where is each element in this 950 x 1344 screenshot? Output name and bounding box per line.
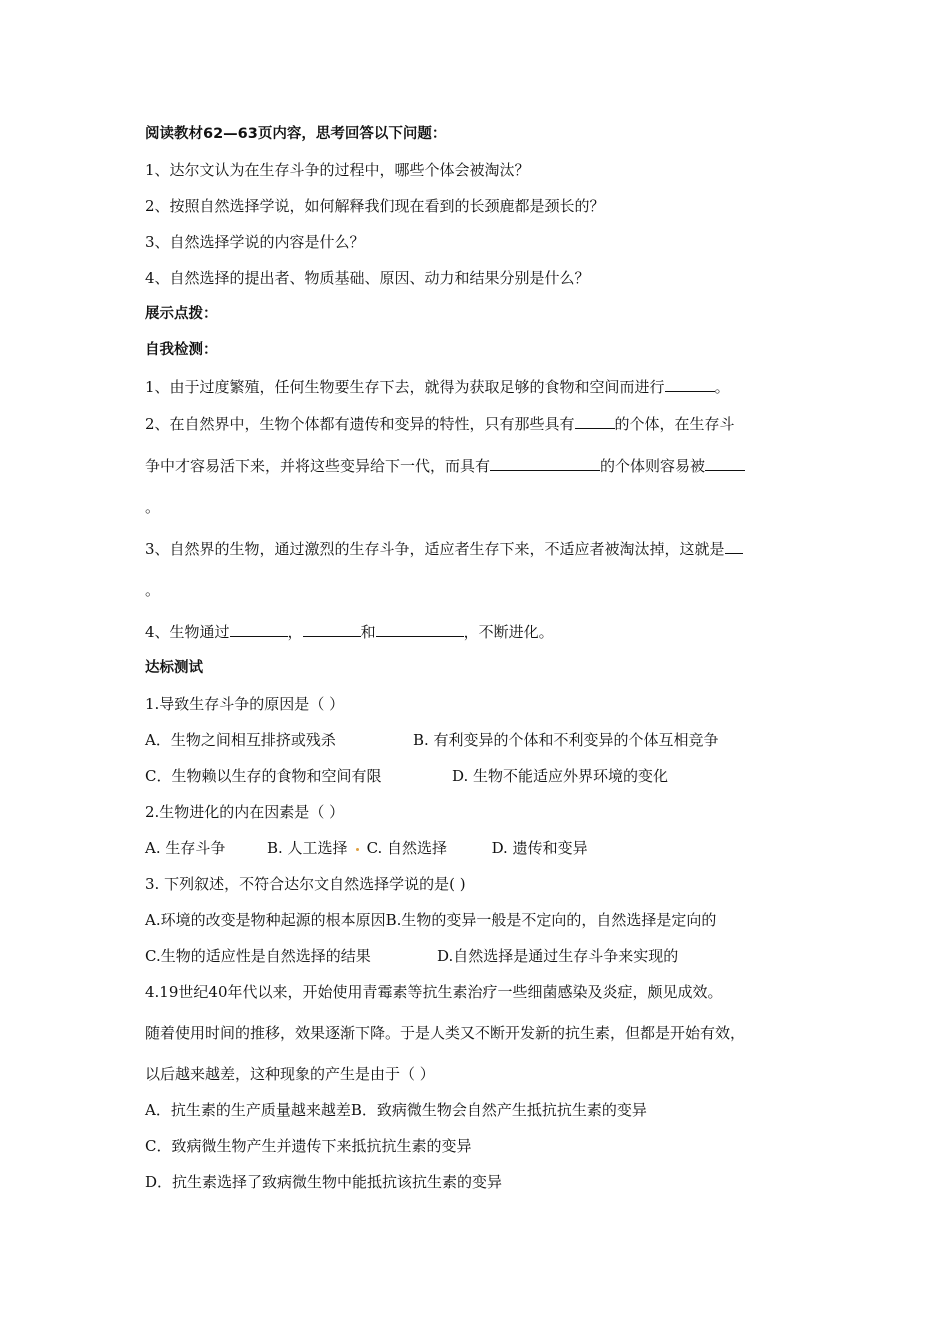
- test-question-4-line-1: 4.19世纪40年代以来，开始使用青霉素等抗生素治疗一些细菌感染及炎症，颇见成效。: [145, 983, 723, 1001]
- reading-question-1: 1、达尔文认为在生存斗争的过程中，哪些个体会被淘汰？: [145, 161, 530, 179]
- self-check-q1-text: 1、由于过度繁殖，任何生物要生存下去，就得为获取足够的食物和空间而进行: [145, 378, 665, 396]
- test-question-3: 3. 下列叙述，不符合达尔文自然选择学说的是( ): [145, 875, 466, 893]
- self-check-question-2-end: 。: [145, 498, 161, 516]
- test-question-4-line-2: 随着使用时间的推移，效果逐渐下降。于是人类又不断开发新的抗生素，但都是开始有效，: [145, 1024, 746, 1042]
- fill-blank[interactable]: [725, 538, 743, 554]
- self-check-question-1: [145, 376, 810, 397]
- self-check-q4-a: 4、生物通过: [145, 623, 230, 641]
- self-check-question-4: [145, 621, 810, 642]
- test-question-4-line-3: 以后越来越差，这种现象的产生是由于（ ）: [145, 1065, 435, 1083]
- display-heading: 展示点拨：: [145, 306, 218, 322]
- option-a: A. 生存斗争: [145, 839, 226, 857]
- option-c: C. 自然选择: [366, 839, 448, 857]
- self-check-q4-sep2: 和: [360, 623, 376, 641]
- reading-question-3: 3、自然选择学说的内容是什么？: [145, 233, 365, 251]
- self-check-q3-text: 3、自然界的生物，通过激烈的生存斗争，适应者生存下来，不适应者被淘汰掉，这就是: [145, 540, 725, 558]
- fill-blank[interactable]: [230, 621, 288, 637]
- self-check-q4-sep1: ，: [287, 623, 303, 641]
- self-check-q2-part2: 的个体，在生存斗: [614, 415, 735, 433]
- option-c: C．生物赖以生存的食物和空间有限: [145, 767, 382, 785]
- self-check-q1-end: 。: [714, 378, 730, 396]
- test-question-1: 1.导致生存斗争的原因是（ ）: [145, 695, 345, 713]
- test-q4-option-d: D．抗生素选择了致病微生物中能抵抗该抗生素的变异: [145, 1173, 503, 1191]
- test-q3-options-cd: [145, 946, 810, 966]
- option-d: D. 遗传和变异: [491, 839, 588, 857]
- option-c: C.生物的适应性是自然选择的结果: [145, 947, 371, 965]
- test-heading: 达标测试: [145, 660, 203, 676]
- reading-heading: 阅读教材62—63页内容，思考回答以下问题：: [145, 126, 447, 142]
- test-q3-options-ab: A.环境的改变是物种起源的根本原因B.生物的变异一般是不定向的，自然选择是定向的: [145, 911, 717, 929]
- fill-blank[interactable]: [490, 455, 600, 471]
- fill-blank[interactable]: [575, 413, 615, 429]
- self-check-q2-line2-b: 的个体则容易被: [600, 457, 706, 475]
- fill-blank[interactable]: [376, 621, 464, 637]
- test-q2-options: [145, 838, 810, 858]
- test-q1-options-cd: [145, 766, 810, 786]
- reading-question-2: 2、按照自然选择学说，如何解释我们现在看到的长颈鹿都是颈长的？: [145, 197, 605, 215]
- fill-blank[interactable]: [303, 621, 361, 637]
- test-q4-option-c: C．致病微生物产生并遗传下来抵抗抗生素的变异: [145, 1137, 472, 1155]
- self-check-question-3-end: 。: [145, 581, 161, 599]
- test-question-2: 2.生物进化的内在因素是（ ）: [145, 803, 345, 821]
- option-b: B. 有利变异的个体和不利变异的个体互相竞争: [413, 731, 719, 749]
- worksheet-page: [145, 124, 810, 1192]
- self-check-heading: 自我检测：: [145, 342, 218, 358]
- fill-blank[interactable]: [705, 455, 745, 471]
- dot-mark: [356, 848, 359, 851]
- option-b: B. 人工选择: [267, 839, 348, 857]
- reading-question-4: 4、自然选择的提出者、物质基础、原因、动力和结果分别是什么？: [145, 269, 590, 287]
- option-d: D.自然选择是通过生存斗争来实现的: [437, 947, 679, 965]
- self-check-q2-part1: 2、在自然界中，生物个体都有遗传和变异的特性，只有那些具有: [145, 415, 575, 433]
- self-check-question-3: [145, 538, 810, 559]
- option-d: D. 生物不能适应外界环境的变化: [452, 767, 669, 785]
- self-check-q4-b: ，不断进化。: [463, 623, 554, 641]
- option-a: A．生物之间相互排挤或残杀: [145, 731, 336, 749]
- test-q4-options-ab: A．抗生素的生产质量越来越差B．致病微生物会自然产生抵抗抗生素的变异: [145, 1101, 647, 1119]
- self-check-question-2-line-1: [145, 413, 810, 434]
- self-check-question-2-line-2: [145, 455, 810, 476]
- fill-blank[interactable]: [665, 376, 715, 392]
- self-check-q2-line2-a: 争中才容易活下来，并将这些变异给下一代，而具有: [145, 457, 491, 475]
- test-q1-options-ab: [145, 730, 810, 750]
